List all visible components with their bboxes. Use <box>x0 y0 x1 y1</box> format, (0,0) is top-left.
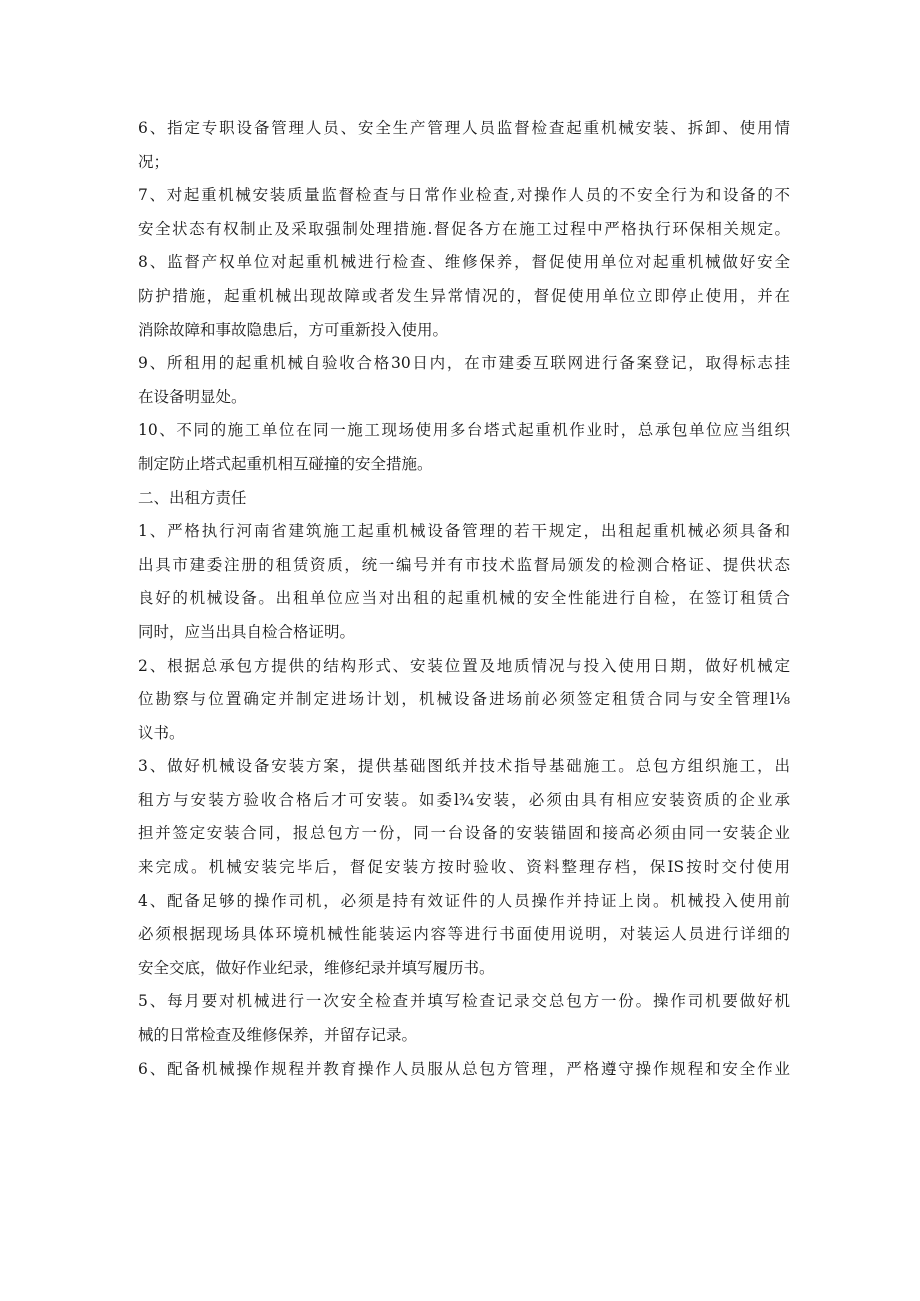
text-line: 9、所租用的起重机械自验收合格30日内，在市建委互联网进行备案登记，取得标志挂 <box>138 354 790 373</box>
text-line: 8、监督产权单位对起重机械进行检查、维修保养，督促使用单位对起重机械做好安全 <box>138 253 790 272</box>
text-line: 3、做好机械设备安装方案，提供基础图纸并技术指导基础施工。总包方组织施工，出 <box>138 757 790 776</box>
text-line: 必须根据现场具体环境机械性能装运内容等进行书面使用说明，对装运人员进行详细的 <box>138 925 790 944</box>
text-line: 6、配备机械操作规程并教育操作人员服从总包方管理，严格遵守操作规程和安全作业 <box>138 1059 790 1078</box>
text-line: 安全状态有权制止及采取强制处理措施.督促各方在施工过程中严格执行环保相关规定。 <box>138 219 790 238</box>
text-line: 安全交底，做好作业纪录，维修纪录并填写履历书。 <box>138 958 495 977</box>
text-line: 位勘察与位置确定并制定进场计划，机械设备进场前必须签定租赁合同与安全管理l⅛ <box>138 690 790 709</box>
text-line: 来完成。机械安装完毕后，督促安装方按时验收、资料整理存档，保IS按时交付使用 <box>138 858 790 877</box>
text-line: 消除故障和事故隐患后，方可重新投入使用。 <box>138 320 449 339</box>
text-line: 械的日常检查及维修保养，并留存记录。 <box>138 1026 418 1045</box>
text-line: 同时，应当出具自检合格证明。 <box>138 622 356 641</box>
text-line: 出具市建委注册的租赁资质，统一编号并有市技术监督局颁发的检测合格证、提供状态 <box>138 555 790 574</box>
text-line: 担并签定安装合同，报总包方一份，同一台设备的安装锚固和接高必须由同一安装企业 <box>138 824 790 843</box>
text-line: 良好的机械设备。出租单位应当对出租的起重机械的安全性能进行自检，在签订租赁合 <box>138 589 790 608</box>
text-line: 在设备明显处。 <box>138 387 247 406</box>
text-line: 议书。 <box>138 723 185 742</box>
document-body <box>138 112 790 1086</box>
text-line: 1、严格执行河南省建筑施工起重机械设备管理的若干规定，出租起重机械必须具备和 <box>138 522 790 541</box>
text-line: 制定防止塔式起重机相互碰撞的安全措施。 <box>138 454 433 473</box>
text-line: 10、不同的施工单位在同一施工现场使用多台塔式起重机作业时，总承包单位应当组织 <box>138 421 790 440</box>
text-line: 防护措施，起重机械出现故障或者发生异常情况的，督促使用单位立即停止使用，并在 <box>138 286 790 305</box>
text-line: 2、根据总承包方提供的结构形式、安装位置及地质情况与投入使用日期，做好机械定 <box>138 656 790 675</box>
text-line: 况； <box>138 152 170 171</box>
text-line: 7、对起重机械安装质量监督检查与日常作业检查,对操作人员的不安全行为和设备的不 <box>138 186 790 205</box>
text-line: 5、每月要对机械进行一次安全检查并填写检查记录交总包方一份。操作司机要做好机 <box>138 992 790 1011</box>
text-line: 6、指定专职设备管理人员、安全生产管理人员监督检查起重机械安装、拆卸、使用情 <box>138 119 790 137</box>
text-line: 二、出租方责任 <box>138 488 247 507</box>
text-line: 4、配备足够的操作司机，必须是持有效证件的人员操作并持证上岗。机械投入使用前 <box>138 891 790 910</box>
text-line: 租方与安装方验收合格后才可安装。如委l¾安装，必须由具有相应安装资质的企业承 <box>138 790 790 809</box>
